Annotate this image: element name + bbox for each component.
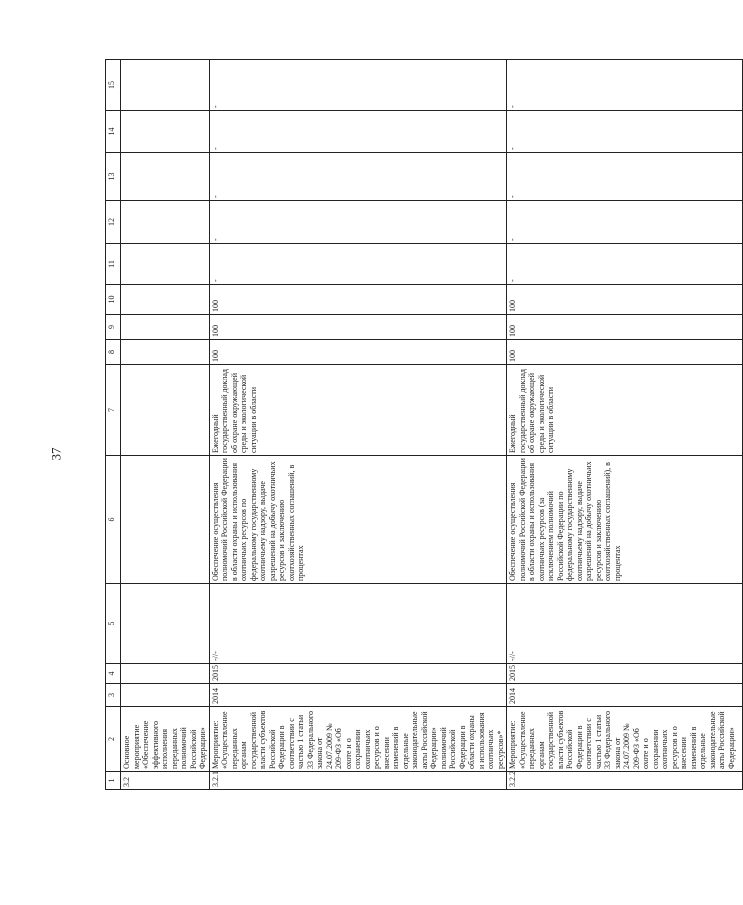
row-number: 3.2 xyxy=(121,772,210,790)
header-cell: 13 xyxy=(106,153,121,201)
header-cell: 1 xyxy=(106,772,121,790)
start-year xyxy=(121,684,210,707)
data-source: Ежегодный государственный доклад об охране окружающей среды и экологической ситуации в области xyxy=(507,365,743,456)
header-cell: 12 xyxy=(106,201,121,244)
value-cell: 100 xyxy=(209,285,507,315)
data-source xyxy=(121,365,210,456)
header-cell: 15 xyxy=(106,60,121,111)
end-year xyxy=(121,664,210,684)
value-cell: - xyxy=(507,153,743,201)
page-number: 37 xyxy=(48,447,64,461)
header-cell: 8 xyxy=(106,340,121,365)
table-row xyxy=(121,60,210,790)
data-source: Ежегодный государственный доклад об охране окружающей среды и экологической ситуации в области xyxy=(209,365,507,456)
header-cell: 14 xyxy=(106,111,121,153)
value-cell: 100 xyxy=(507,340,743,365)
header-cell: 4 xyxy=(106,664,121,684)
value-cell xyxy=(121,340,210,365)
end-year: 2015 xyxy=(507,664,743,684)
header-cell: 5 xyxy=(106,584,121,664)
start-year: 2014 xyxy=(209,684,507,707)
value-cell: - xyxy=(209,60,507,111)
row-name: Основное мероприятие «Обеспечение эффективного исполнения переданных полномочий Российской Федерации» xyxy=(121,707,210,772)
header-cell: 11 xyxy=(106,244,121,285)
header-cell: 10 xyxy=(106,285,121,315)
program-table xyxy=(105,59,743,790)
rotated-table-sheet xyxy=(105,60,736,790)
row-number: 3.2.2 xyxy=(507,772,743,790)
header-cell: 9 xyxy=(106,315,121,340)
indicator: Обеспечение осуществления полномочий Российской Федерации в области охраны и использования охотничьих ресурсов по федеральному государственному охотничьему надзору, выдаче разрешений на добычу охотничьих ресурсов и заключению охотхозяйственных соглашений, в процентах xyxy=(209,456,507,584)
indicator xyxy=(121,456,210,584)
executor: -//- xyxy=(507,584,743,664)
value-cell: - xyxy=(507,201,743,244)
end-year: 2015 xyxy=(209,664,507,684)
value-cell xyxy=(121,201,210,244)
indicator: Обеспечение осуществления полномочий Российской Федерации в области охраны и использования охотничьих ресурсов (за исключением полномочий Российской Федерации по федеральному государственному охотничьему надзору, выдаче разрешений на добычу охотничьих ресурсов и заключению охотхозяйственных соглашений), в процентах xyxy=(507,456,743,584)
value-cell: 100 xyxy=(209,315,507,340)
value-cell xyxy=(121,111,210,153)
table-row xyxy=(507,60,743,790)
value-cell: 100 xyxy=(507,315,743,340)
value-cell xyxy=(121,244,210,285)
value-cell: 100 xyxy=(507,285,743,315)
value-cell: - xyxy=(209,201,507,244)
value-cell: - xyxy=(507,60,743,111)
value-cell xyxy=(121,315,210,340)
value-cell: - xyxy=(507,244,743,285)
header-cell: 7 xyxy=(106,365,121,456)
row-number: 3.2.1 xyxy=(209,772,507,790)
value-cell: - xyxy=(507,111,743,153)
executor: -//- xyxy=(209,584,507,664)
row-name: Мероприятие: «Осуществление переданных органам государственной власти субъектов Российской Федерации в соответствии с частью 1 статьи 33 Федерального закона от 24.07.2009 № 209-ФЗ «Об охоте и о сохранении охотничьих ресурсов и о внесении изменений в отдельные законодательные акты Российской Федерации» xyxy=(507,707,743,772)
value-cell: - xyxy=(209,111,507,153)
table-row xyxy=(209,60,507,790)
value-cell: 100 xyxy=(209,340,507,365)
row-name: Мероприятие: «Осуществление переданных органам государственной власти субъектов Российской Федерации в соответствии с частью 1 статьи 33 Федерального закона от 24.07.2009 № 209-ФЗ «Об охоте и о сохранении охотничьих ресурсов и о внесении изменений в отдельные законодательные акты Российской Федерации» полномочий Российской Федерации в области охраны и использования охотничьих ресурсов»* xyxy=(209,707,507,772)
header-cell: 6 xyxy=(106,456,121,584)
value-cell: - xyxy=(209,153,507,201)
value-cell xyxy=(121,153,210,201)
executor xyxy=(121,584,210,664)
value-cell xyxy=(121,60,210,111)
header-cell: 3 xyxy=(106,684,121,707)
header-row xyxy=(106,60,121,790)
header-cell: 2 xyxy=(106,707,121,772)
value-cell: - xyxy=(209,244,507,285)
start-year: 2014 xyxy=(507,684,743,707)
value-cell xyxy=(121,285,210,315)
